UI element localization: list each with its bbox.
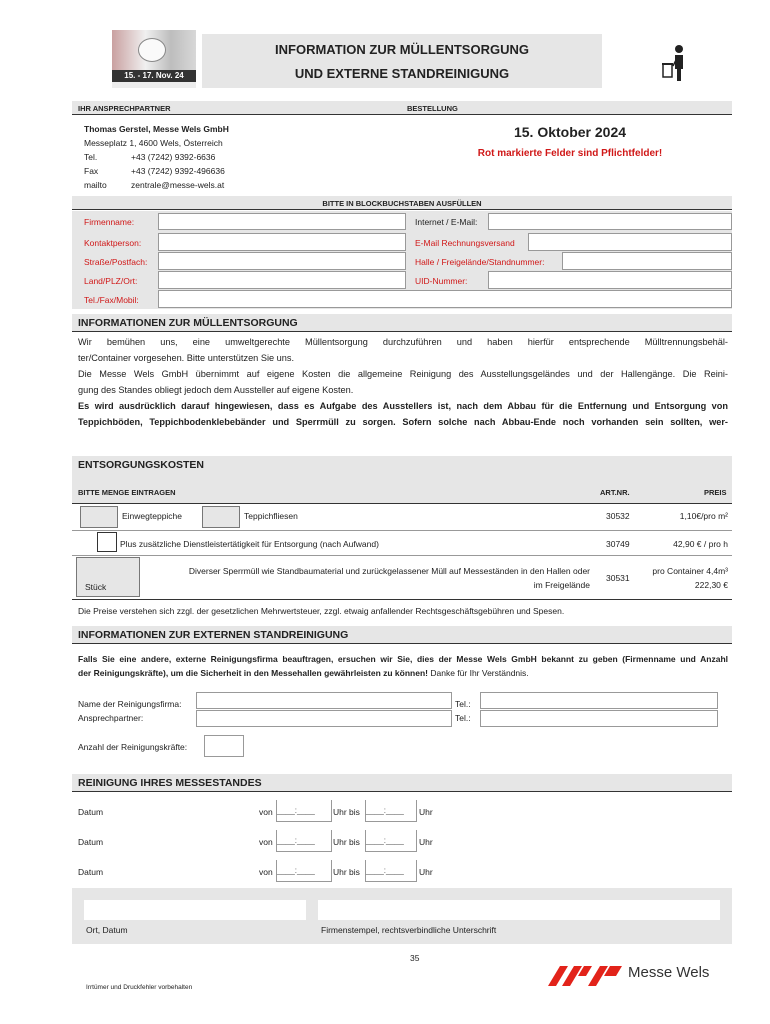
contact-tel-label: Tel. [84, 152, 98, 162]
event-badge: 15. - 17. Nov. 24 [112, 70, 196, 82]
country-label: Land/PLZ/Ort: [84, 276, 138, 286]
street-input[interactable] [158, 252, 406, 270]
waste-info-p1a: Wir bemühen uns, eine umweltgerechte Müllentsorgung durchzuführen und haben hierfür entsprechende Mülltrennungsbehäl- [78, 337, 728, 347]
time-from-input[interactable]: ____:____ [276, 830, 332, 852]
country-input[interactable] [158, 271, 406, 289]
uid-input[interactable] [488, 271, 732, 289]
contact-address: Messeplatz 1, 4600 Wels, Österreich [84, 138, 223, 148]
item-einwegteppiche: Einwegteppiche [122, 511, 183, 521]
qty-head: BITTE MENGE EINTRAGEN [78, 488, 176, 497]
until-label: Uhr bis [333, 807, 360, 817]
date-label: Datum [78, 837, 104, 847]
waste-info-p1b: ter/Container vorgesehen. Bitte unterstützen Sie uns. [78, 353, 295, 363]
internet-label: Internet / E-Mail: [415, 217, 478, 227]
messe-wels-logo [548, 960, 728, 986]
signature-area [72, 888, 732, 944]
costs-head: ENTSORGUNGSKOSTEN [72, 456, 732, 474]
cleaning-contact-input[interactable] [196, 710, 452, 727]
event-logo-image [112, 30, 196, 70]
price-30749: 42,90 € / pro h [673, 539, 728, 549]
waste-info-p2a: Die Messe Wels GmbH übernimmt auf eigene Kosten die allgemeine Reinigung des Ausstellungsgeländes und der Hallengänge. Die Reini- [78, 369, 728, 379]
contact-mail[interactable]: zentrale@messe-wels.at [131, 180, 225, 190]
company-label: Firmenname: [84, 217, 135, 227]
contact-mail-label: mailto [84, 180, 107, 190]
from-label: von [259, 837, 273, 847]
company-input[interactable] [158, 213, 406, 230]
from-label: von [259, 807, 273, 817]
form-head-bar [72, 196, 732, 210]
from-label: von [259, 867, 273, 877]
required-note: Rot markierte Felder sind Pflichtfelder! [477, 148, 663, 159]
stamp-signature-input[interactable] [318, 900, 720, 920]
waste-info-head: INFORMATIONEN ZUR MÜLLENTSORGUNG [72, 314, 732, 332]
hall-input[interactable] [562, 252, 732, 270]
price-30531-b: 222,30 € [694, 580, 728, 590]
item-sperrmuell-b: im Freigelände [533, 580, 590, 590]
cleaning-contact-label: Ansprechpartner: [78, 713, 144, 723]
cleaning-tel-input-2[interactable] [480, 710, 718, 727]
cleaning-row-2 [0, 830, 770, 852]
uhr-label: Uhr [419, 807, 433, 817]
cleaning-head: REINIGUNG IHRES MESSESTANDES [72, 774, 732, 792]
contact-person-label: Kontaktperson: [84, 238, 142, 248]
external-text-2 [78, 668, 529, 678]
internet-input[interactable] [488, 213, 732, 230]
contact-head-bar [72, 101, 732, 115]
item-teppichfliesen: Teppichfliesen [244, 511, 298, 521]
phone-label: Tel./Fax/Mobil: [84, 295, 139, 305]
billing-email-label: E-Mail Rechnungsversand [415, 238, 515, 248]
place-date-input[interactable] [84, 900, 306, 920]
art-head: ART.NR. [600, 488, 630, 497]
brand-name: Messe Wels [628, 964, 710, 981]
art-30532: 30532 [606, 511, 630, 521]
hall-label: Halle / Freigelände/Standnummer: [415, 257, 545, 267]
order-head: BESTELLUNG [407, 104, 458, 113]
waste-info-p2b: gung des Standes obliegt jedoch dem Aussteller auf eigene Kosten. [78, 385, 354, 395]
contact-tel: +43 (7242) 9392-6636 [131, 152, 216, 162]
contact-fax: +43 (7242) 9392-496636 [131, 166, 225, 176]
waste-info-p3a: Es wird ausdrücklich darauf hingewiesen, dass es Aufgabe des Ausstellers ist, nach dem Abbau für die Entfernung und Entsorgung von [78, 401, 728, 411]
stamp-label: Firmenstempel, rechtsverbindliche Unterschrift [321, 925, 497, 935]
cleaning-tel-input-1[interactable] [480, 692, 718, 709]
order-date: 15. Oktober 2024 [513, 124, 627, 140]
qty-input-teppichfliesen[interactable] [202, 506, 240, 528]
cleaning-firm-input[interactable] [196, 692, 452, 709]
contact-name: Thomas Gerstel, Messe Wels GmbH [84, 124, 229, 134]
date-label: Datum [78, 867, 104, 877]
title-box [202, 34, 602, 88]
time-to-input[interactable]: ____:____ [365, 860, 417, 882]
billing-email-input[interactable] [528, 233, 732, 251]
cleaner-count-label: Anzahl der Reinigungskräfte: [78, 742, 188, 752]
cleaning-row-3 [0, 860, 770, 882]
place-date-label: Ort, Datum [86, 925, 128, 935]
uhr-label: Uhr [419, 867, 433, 877]
time-from-input[interactable]: ____:____ [276, 800, 332, 822]
price-30532: 1,10€/pro m² [679, 511, 728, 521]
qty-input-einwegteppiche[interactable] [80, 506, 118, 528]
time-to-input[interactable]: ____:____ [365, 830, 417, 852]
until-label: Uhr bis [333, 867, 360, 877]
title-line-2: UND EXTERNE STANDREINIGUNG [294, 66, 510, 81]
phone-input[interactable] [158, 290, 732, 308]
form-head: BITTE IN BLOCKBUCHSTABEN AUSFÜLLEN [322, 199, 482, 208]
date-label: Datum [78, 807, 104, 817]
uid-label: UID-Nummer: [415, 276, 468, 286]
item-sperrmuell-a: Diverser Sperrmüll wie Standbaumaterial und zurückgelassener Müll auf Messeständen in den Hallen oder [188, 566, 590, 576]
event-logo [112, 30, 196, 88]
trash-person-icon [660, 44, 690, 82]
external-text-2-thanks: Danke für Ihr Verständnis. [430, 668, 529, 678]
contact-head: IHR ANSPRECHPARTNER [78, 104, 171, 113]
contact-fax-label: Fax [84, 166, 99, 176]
costs-table-head [72, 474, 732, 504]
contact-person-input[interactable] [158, 233, 406, 251]
price-30531-a: pro Container 4,4m³ [652, 566, 728, 576]
street-label: Straße/Postfach: [84, 257, 148, 267]
time-from-input[interactable]: ____:____ [276, 860, 332, 882]
qty-input-sperrmuell[interactable] [76, 557, 140, 597]
external-text-2-bold: der Reinigungskräfte), um die Sicherheit in den Messehallen gewährleisten zu können! [78, 668, 428, 678]
time-to-input[interactable]: ____:____ [365, 800, 417, 822]
external-text-1: Falls Sie eine andere, externe Reinigungsfirma beauftragen, ersuchen wir Sie, dies der Messe Wels GmbH bekannt zu geben (Firmenname und Anzahl [78, 654, 728, 664]
cleaning-tel-label-2: Tel.: [455, 713, 471, 723]
page-number: 35 [410, 953, 420, 963]
price-head: PREIS [704, 488, 727, 497]
item-dienstleister: Plus zusätzliche Dienstleistertätigkeit für Entsorgung (nach Aufwand) [120, 539, 379, 549]
cleaning-row-1 [0, 800, 770, 822]
external-head: INFORMATIONEN ZUR EXTERNEN STANDREINIGUNG [72, 626, 732, 644]
art-30749: 30749 [606, 539, 630, 549]
waste-info-p3b: Teppichböden, Teppichbodenklebebänder und Sperrmüll zu sorgen. Sofern solche nach Abbau-Ende noch vorhanden sein sollten, wer- [78, 417, 728, 427]
checkbox-dienstleister[interactable] [97, 532, 117, 552]
cleaner-count-input[interactable] [204, 735, 244, 757]
cleaning-tel-label-1: Tel.: [455, 699, 471, 709]
uhr-label: Uhr [419, 837, 433, 847]
art-30531: 30531 [606, 573, 630, 583]
until-label: Uhr bis [333, 837, 360, 847]
vat-note: Die Preise verstehen sich zzgl. der gesetzlichen Mehrwertsteuer, zzgl. etwaig anfallender Rechtsgeschäftsgebühren und Spesen. [78, 606, 565, 616]
cleaning-firm-label: Name der Reinigungsfirma: [78, 699, 182, 709]
unit-stueck: Stück [85, 582, 107, 592]
title-line-1: INFORMATION ZUR MÜLLENTSORGUNG [275, 42, 529, 57]
disclaimer: Irrtümer und Druckfehler vorbehalten [86, 984, 193, 991]
messe-wels-logo-mark [548, 960, 624, 986]
